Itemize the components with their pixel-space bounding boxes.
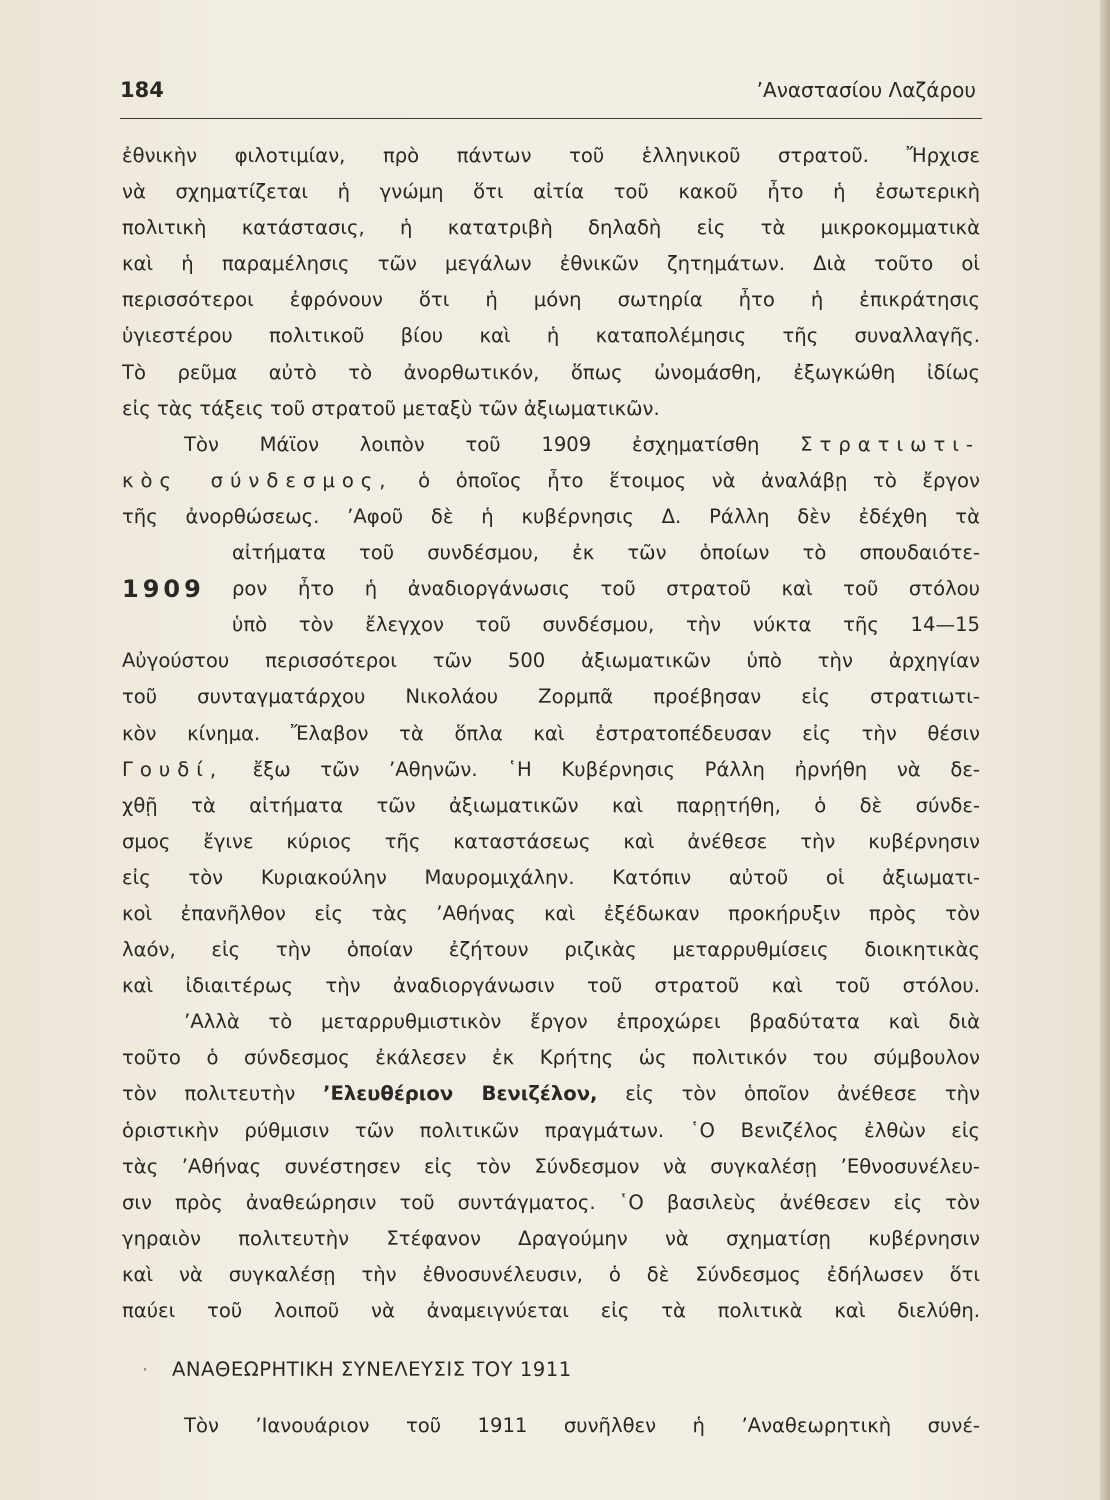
section-heading (122, 1352, 980, 1388)
running-head: ’Αναστασίου Λαζάρου (756, 78, 976, 102)
body-text (122, 138, 980, 1444)
header-rule (120, 118, 982, 119)
text-line: σιν πρὸς ἀναθεώρησιν τοῦ συντάγματος. ῾Ο βασιλεὺς ἀνέθεσεν εἰς τὸν (122, 1190, 980, 1214)
text-fragment: Τὸν Μάϊον λοιπὸν τοῦ 1909 ἐσχηματίσθη (184, 432, 760, 456)
text-line: παύει τοῦ λοιποῦ νὰ ἀναμειγνύεται εἰς τὰ πολιτικὰ καὶ διελύθη. (122, 1299, 980, 1322)
spaced-term: Στρατιωτι- (800, 432, 980, 456)
text-line (122, 427, 980, 463)
text-line: κοὶ ἐπανῆλθον εἰς τὰς ’Αθήνας καὶ ἐξέδωκαν προκήρυξιν πρὸς τὸν (122, 901, 980, 925)
text-line: ὑπὸ τὸν ἔλεγχον τοῦ συνδέσμου, τὴν νύκτα τῆς 14—15 (232, 613, 980, 637)
text-line: καὶ ἡ παραμέλησις τῶν μεγάλων ἐθνικῶν ζητημάτων. Διὰ τοῦτο οἱ (122, 252, 980, 276)
text-line: Αὐγούστου περισσότεροι τῶν 500 ἀξιωματικῶν ὑπὸ τὴν ἀρχηγίαν (122, 649, 980, 673)
text-line: ’Αλλὰ τὸ μεταρρυθμιστικὸν ἔργον ἐπροχώρει βραδύτατα καὶ διὰ (184, 1010, 980, 1034)
text-line: περισσότεροι ἐφρόνουν ὅτι ἡ μόνη σωτηρία ἦτο ἡ ἐπικράτησις (122, 288, 980, 312)
text-line: ὁριστικὴν ρύθμισιν τῶν πολιτικῶν πραγμάτων. ῾Ο Βενιζέλος ἐλθὼν εἰς (122, 1118, 980, 1142)
text-fragment: τὸν πολιτευτὴν (122, 1082, 296, 1106)
text-fragment: ὁ ὁποῖος ἦτο ἕτοιμος νὰ ἀναλάβῃ τὸ ἔργον (418, 468, 980, 492)
text-fragment: ἔξω τῶν ’Αθηνῶν. ῾Η Κυβέρνησις Ράλλη ἠρνήθη νὰ δε- (252, 757, 980, 781)
text-line: Τὸ ρεῦμα αὐτὸ τὸ ἀνορθωτικόν, ὅπως ὠνομάσθη, ἐξωγκώθη ἰδίως (122, 360, 980, 384)
text-line: γηραιὸν πολιτευτὴν Στέφανον Δραγούμην νὰ σχηματίσῃ κυβέρνησιν (122, 1226, 980, 1250)
text-line: τοῦτο ὁ σύνδεσμος ἐκάλεσεν ἐκ Κρήτης ὡς πολιτικόν του σύμβουλον (122, 1046, 980, 1070)
text-line: τοῦ συνταγματάρχου Νικολάου Ζορμπᾶ προέβησαν εἰς στρατιωτι- (122, 685, 980, 709)
spaced-term: κὸς σύνδεσμος, (122, 468, 393, 492)
page-number: 184 (120, 78, 164, 102)
text-line: νὰ σχηματίζεται ἡ γνώμη ὅτι αἰτία τοῦ κακοῦ ἦτο ἡ ἐσωτερικὴ (122, 180, 980, 204)
text-line: καὶ ἰδιαιτέρως τὴν ἀναδιοργάνωσιν τοῦ στρατοῦ καὶ τοῦ στόλου. (122, 974, 980, 998)
text-line: ἐθνικὴν φιλοτιμίαν, πρὸ πάντων τοῦ ἑλληνικοῦ στρατοῦ. Ἤρχισε (122, 144, 980, 167)
text-fragment: εἰς τὸν ὁποῖον ἀνέθεσε τὴν (625, 1082, 980, 1106)
spaced-term: Γουδί, (122, 757, 224, 781)
text-line: αἰτήματα τοῦ συνδέσμου, ἐκ τῶν ὁποίων τὸ σπουδαιότε- (232, 541, 980, 565)
text-line: σμος ἔγινε κύριος τῆς καταστάσεως καὶ ἀνέθεσε τὴν κυβέρνησιν (122, 829, 980, 853)
text-line: καὶ νὰ συγκαλέσῃ τὴν ἐθνοσυνέλευσιν, ὁ δὲ Σύνδεσμος ἐδήλωσεν ὅτι (122, 1262, 980, 1286)
text-line (122, 571, 980, 607)
page-edge (1100, 0, 1110, 1500)
text-line: χθῇ τὰ αἰτήματα τῶν ἀξιωματικῶν καὶ παρῃτήθη, ὁ δὲ σύνδε- (122, 793, 980, 817)
text-line (122, 463, 980, 499)
section-heading-text: ΑΝΑΘΕΩΡΗΤΙΚΗ ΣΥΝΕΛΕΥΣΙΣ ΤΟΥ 1911 (172, 1358, 572, 1382)
text-line: πολιτικὴ κατάστασις, ἡ κατατριβὴ δηλαδὴ εἰς τὰ μικροκομματικὰ (122, 216, 980, 240)
text-line: λαόν, εἰς τὴν ὁποίαν ἐζήτουν ριζικὰς μεταρρυθμίσεις διοικητικὰς (122, 938, 980, 962)
heading-mark: · (142, 1358, 149, 1382)
bold-name: ’Ελευθέριον Βενιζέλον, (323, 1082, 598, 1106)
text-line: εἰς τὰς τάξεις τοῦ στρατοῦ μεταξὺ τῶν ἀξιωματικῶν. (122, 396, 660, 420)
margin-year-note: 1909 (122, 575, 205, 604)
page-header (120, 72, 976, 108)
text-line: Τὸν ’Ιανουάριον τοῦ 1911 συνῆλθεν ἡ ’Αναθεωρητικὴ συνέ- (184, 1414, 980, 1438)
text-line: κὸν κίνημα. Ἔλαβον τὰ ὅπλα καὶ ἐστρατοπέδευσαν εἰς τὴν θέσιν (122, 721, 980, 745)
text-line: ὑγιεστέρου πολιτικοῦ βίου καὶ ἡ καταπολέμησις τῆς συναλλαγῆς. (122, 324, 980, 348)
text-line: τὰς ’Αθήνας συνέστησεν εἰς τὸν Σύνδεσμον νὰ συγκαλέσῃ ’Εθνοσυνέλευ- (122, 1154, 980, 1178)
text-line (122, 752, 980, 788)
text-line (122, 1076, 980, 1112)
text-fragment: ρον ἦτο ἡ ἀναδιοργάνωσις τοῦ στρατοῦ καὶ τοῦ στόλου (232, 577, 980, 601)
text-line: εἰς τὸν Κυριακούλην Μαυρομιχάλην. Κατόπιν αὐτοῦ οἱ ἀξιωματι- (122, 865, 980, 889)
text-line: τῆς ἀνορθώσεως. ’Αφοῦ δὲ ἡ κυβέρνησις Δ. Ράλλη δὲν ἐδέχθη τὰ (122, 504, 980, 528)
